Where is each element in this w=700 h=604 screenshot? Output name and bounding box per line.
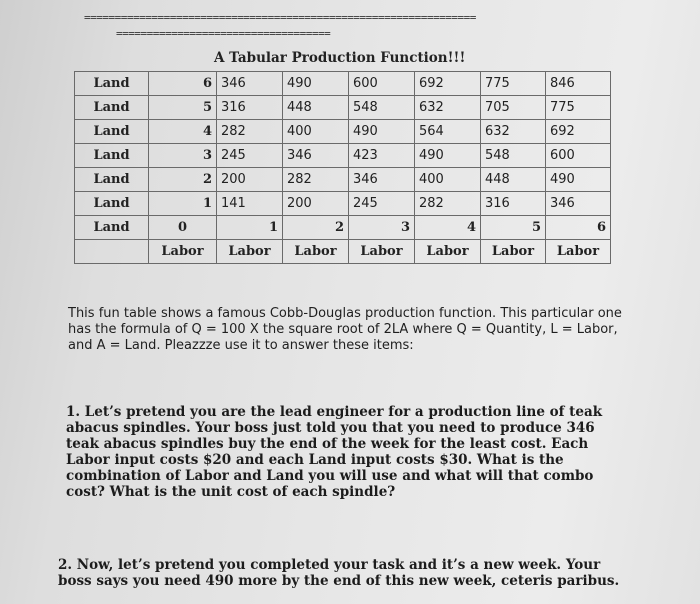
- output-cell: 775: [546, 96, 611, 120]
- land-units: 4: [149, 120, 217, 144]
- labor-label: Labor: [283, 240, 349, 264]
- output-cell: 448: [283, 96, 349, 120]
- land-units: 6: [149, 72, 217, 96]
- intro-paragraph: This fun table shows a famous Cobb-Douglas production function. This particular one has the formula of Q = 100 X the square root of 2LA where Q = Quantity, L = Labor, and A = Land. Pleazzze use it to answer these items:: [68, 306, 622, 353]
- output-cell: 346: [349, 168, 415, 192]
- output-cell: 490: [546, 168, 611, 192]
- labor-units: 1: [217, 216, 283, 240]
- output-cell: 564: [415, 120, 481, 144]
- table-row: [75, 168, 611, 192]
- labor-index-row: [75, 216, 611, 240]
- output-cell: 282: [415, 192, 481, 216]
- output-cell: 692: [546, 120, 611, 144]
- output-cell: 775: [481, 72, 546, 96]
- table-row: [75, 120, 611, 144]
- land-label: Land: [75, 192, 149, 216]
- land-units: 2: [149, 168, 217, 192]
- output-cell: 316: [481, 192, 546, 216]
- output-cell: 632: [415, 96, 481, 120]
- labor-units: 5: [481, 216, 546, 240]
- labor-label: Labor: [217, 240, 283, 264]
- table-row: [75, 144, 611, 168]
- output-cell: 692: [415, 72, 481, 96]
- output-cell: 400: [415, 168, 481, 192]
- land-label: Land: [75, 216, 149, 240]
- output-cell: 548: [481, 144, 546, 168]
- output-cell: 282: [217, 120, 283, 144]
- output-cell: 490: [349, 120, 415, 144]
- output-cell: 245: [217, 144, 283, 168]
- output-cell: 346: [283, 144, 349, 168]
- land-label: Land: [75, 72, 149, 96]
- question-2: 2. Now, let’s pretend you completed your task and it’s a new week. Your boss says you need 490 more by the end of this new week, ceteris paribus.: [58, 557, 620, 589]
- output-cell: 282: [283, 168, 349, 192]
- output-cell: 705: [481, 96, 546, 120]
- production-table: [74, 71, 611, 264]
- blank-cell: [75, 240, 149, 264]
- land-label: Land: [75, 168, 149, 192]
- output-cell: 490: [283, 72, 349, 96]
- output-cell: 200: [283, 192, 349, 216]
- labor-units: 2: [283, 216, 349, 240]
- land-units: 3: [149, 144, 217, 168]
- land-units: 1: [149, 192, 217, 216]
- land-label: Land: [75, 120, 149, 144]
- output-cell: 200: [217, 168, 283, 192]
- output-cell: 316: [217, 96, 283, 120]
- output-cell: 600: [349, 72, 415, 96]
- separator-rule-top: ================================================================: [84, 11, 476, 24]
- output-cell: 846: [546, 72, 611, 96]
- question-1: 1. Let’s pretend you are the lead engineer for a production line of teak abacus spindles. Your boss just told you that you need to produce 346 teak abacus spindles buy the end of the week for the least cost. Each Labor input costs $20 and each Land input costs $30. What is the combination of Labor and Land you will use and what will that combo cost? What is the unit cost of each spindle?: [66, 404, 603, 500]
- land-label: Land: [75, 144, 149, 168]
- labor-units: 6: [546, 216, 611, 240]
- labor-label: Labor: [349, 240, 415, 264]
- output-cell: 448: [481, 168, 546, 192]
- table-title: A Tabular Production Function!!!: [214, 50, 466, 66]
- labor-units: 3: [349, 216, 415, 240]
- output-cell: 141: [217, 192, 283, 216]
- labor-units-zero: 0: [149, 216, 217, 240]
- labor-label: Labor: [415, 240, 481, 264]
- separator-rule-bottom: ===================================: [116, 27, 331, 40]
- output-cell: 600: [546, 144, 611, 168]
- output-cell: 346: [546, 192, 611, 216]
- table-row: [75, 72, 611, 96]
- output-cell: 346: [217, 72, 283, 96]
- table-row: [75, 192, 611, 216]
- labor-label: Labor: [481, 240, 546, 264]
- output-cell: 423: [349, 144, 415, 168]
- output-cell: 632: [481, 120, 546, 144]
- labor-label: Labor: [546, 240, 611, 264]
- output-cell: 245: [349, 192, 415, 216]
- table-row: [75, 96, 611, 120]
- labor-label: Labor: [149, 240, 217, 264]
- land-label: Land: [75, 96, 149, 120]
- output-cell: 490: [415, 144, 481, 168]
- labor-units: 4: [415, 216, 481, 240]
- output-cell: 400: [283, 120, 349, 144]
- output-cell: 548: [349, 96, 415, 120]
- labor-label-row: [75, 240, 611, 264]
- land-units: 5: [149, 96, 217, 120]
